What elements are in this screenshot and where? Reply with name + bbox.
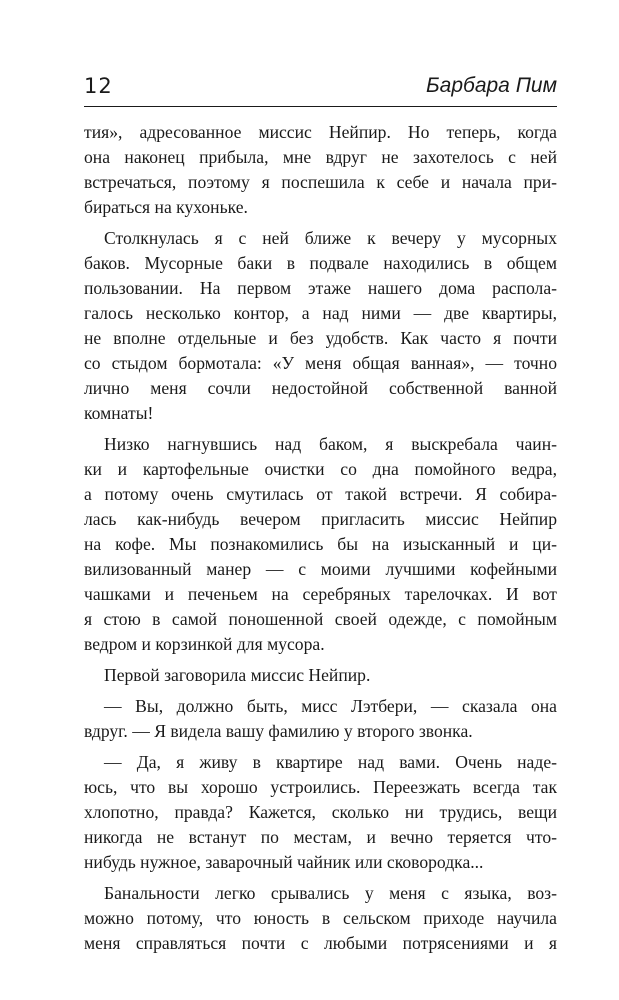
page-header <box>84 74 557 104</box>
paragraph <box>84 750 557 875</box>
text-line: пользовании. На первом этаже нашего дома распола- <box>84 278 557 298</box>
text-line: лично меня сочли недостойной собственной ванной <box>84 378 557 398</box>
text-line: со стыдом бормотала: «У меня общая ванная», — точно <box>84 353 557 373</box>
text-line: не вполне отдельные и без удобств. Как часто я почти <box>84 328 557 348</box>
text-line: Низко нагнувшись над баком, я выскребала чаин- <box>104 434 557 454</box>
text-line: ки и картофельные очистки со дна помойного ведра, <box>84 459 557 479</box>
text-line: никогда не встанут по местам, и вечно теряется что- <box>84 827 557 847</box>
paragraph <box>84 663 557 688</box>
text-line: — Вы, должно быть, мисс Лэтбери, — сказала она <box>104 696 557 716</box>
page-number: 12 <box>84 74 113 98</box>
text-line: нибудь нужное, заварочный чайник или сковородка... <box>84 852 484 872</box>
text-line: чашками и печеньем на серебряных тарелочках. И вот <box>84 584 557 604</box>
header-rule <box>84 106 557 107</box>
text-line: Банальности легко срывались у меня с языка, воз- <box>104 883 557 903</box>
text-line: можно потому, что юность в сельском приходе научила <box>84 908 557 928</box>
text-line: Первой заговорила миссис Нейпир. <box>104 665 371 685</box>
text-line: я стою в самой поношенной своей одежде, с помойным <box>84 609 557 629</box>
text-line: вилизованный манер — с моими лучшими кофейными <box>84 559 557 579</box>
text-line: галось несколько контор, а над ними — две квартиры, <box>84 303 557 323</box>
text-line: встречаться, поэтому я поспешила к себе и начала при- <box>84 172 557 192</box>
text-line: комнаты! <box>84 403 154 423</box>
text-line: тия», адресованное миссис Нейпир. Но теперь, когда <box>84 122 557 142</box>
text-line: Столкнулась я с ней ближе к вечеру у мусорных <box>104 228 557 248</box>
text-line: лась как-нибудь вечером пригласить миссис Нейпир <box>84 509 557 529</box>
paragraph <box>84 432 557 657</box>
text-line: меня справляться почти с любыми потрясениями и я <box>84 933 557 953</box>
text-line: она наконец прибыла, мне вдруг не захотелось с ней <box>84 147 557 167</box>
text-line: на кофе. Мы познакомились бы на изысканный и ци- <box>84 534 557 554</box>
paragraph <box>84 694 557 744</box>
text-line: баков. Мусорные баки в подвале находились в общем <box>84 253 557 273</box>
text-line: ведром и корзинкой для мусора. <box>84 634 325 654</box>
text-line: вдруг. — Я видела вашу фамилию у второго звонка. <box>84 721 473 741</box>
paragraph <box>84 881 557 956</box>
text-line: — Да, я живу в квартире над вами. Очень наде- <box>104 752 557 772</box>
paragraph <box>84 120 557 220</box>
text-line: хлопотно, правда? Кажется, сколько ни трудись, вещи <box>84 802 557 822</box>
text-line: юсь, что вы хорошо устроились. Переезжать всегда так <box>84 777 557 797</box>
text-line: бираться на кухоньке. <box>84 197 248 217</box>
running-title: Барбара Пим <box>425 74 557 97</box>
paragraph <box>84 226 557 426</box>
text-line: а потому очень смутилась от такой встречи. Я собира- <box>84 484 557 504</box>
text-body <box>84 120 557 956</box>
